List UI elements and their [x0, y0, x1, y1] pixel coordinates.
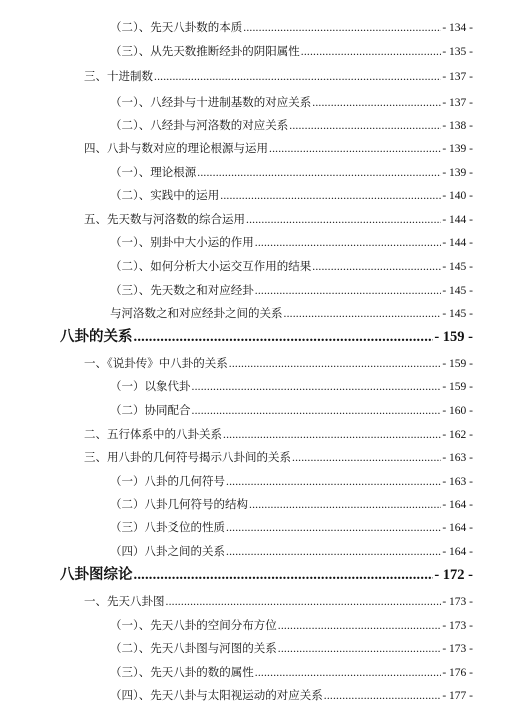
toc-entry-page: - 139 - [442, 143, 473, 155]
toc-entry-label: （二）、八经卦与河洛数的对应关系 [110, 118, 289, 132]
toc-entry[interactable] [110, 378, 473, 394]
dot-leader [226, 544, 441, 560]
dot-leader [246, 212, 441, 228]
toc-entry-page: - 160 - [442, 405, 473, 417]
toc-entry-label: （二）八卦几何符号的结构 [110, 497, 248, 511]
toc-entry-page: - 144 - [442, 237, 473, 249]
toc-entry[interactable] [110, 640, 473, 656]
toc-entry-page: - 162 - [442, 429, 473, 441]
toc-entry-label: 一、《说卦传》中八卦的关系 [84, 356, 228, 370]
toc-chapter-label: 八卦的关系 [60, 328, 133, 345]
toc-entry-label: 三、用八卦的几何符号揭示八卦间的关系 [84, 450, 291, 464]
toc-entry-page: - 140 - [442, 190, 473, 202]
dot-leader [229, 356, 442, 372]
toc-entry-label: （四）、先天八卦与太阳视运动的对应关系 [110, 688, 323, 702]
dot-leader [301, 44, 442, 60]
toc-entry-page: - 163 - [442, 476, 473, 488]
toc-entry[interactable] [84, 140, 473, 156]
toc-entry-label: （四）八卦之间的关系 [110, 544, 225, 558]
dot-leader [243, 20, 441, 36]
dot-leader [192, 379, 442, 395]
toc-entry-page: - 145 - [442, 285, 473, 297]
toc-entry-label: 三、十进制数 [84, 69, 153, 83]
toc-entry-label: 与河洛数之和对应经卦之间的关系 [110, 306, 283, 320]
dot-leader [226, 520, 441, 536]
toc-chapter-entry[interactable] [60, 565, 473, 585]
toc-entry-label: （三）、先天数之和对应经卦 [110, 283, 254, 297]
toc-entry[interactable] [84, 593, 473, 609]
dot-leader [220, 188, 441, 204]
toc-entry-label: （一）、先天八卦的空间分布方位 [110, 618, 277, 632]
dot-leader [255, 665, 442, 681]
toc-entry-page: - 173 - [442, 596, 473, 608]
toc-entry-page: - 145 - [442, 261, 473, 273]
toc-entry[interactable] [84, 355, 473, 371]
toc-entry[interactable] [110, 282, 473, 298]
toc-entry-label: （二）协同配合 [110, 403, 191, 417]
dot-leader [255, 235, 442, 251]
toc-entry[interactable] [110, 94, 473, 110]
toc-chapter-label: 八卦图综论 [60, 566, 133, 583]
dot-leader [312, 259, 441, 275]
dot-leader [166, 594, 442, 610]
toc-entry-page: - 134 - [442, 22, 473, 34]
toc-entry-label: （二）、先天八卦图与河图的关系 [110, 641, 277, 655]
toc-entry-label: （一）、别卦中大小运的作用 [110, 235, 254, 249]
toc-entry-page: - 138 - [442, 120, 473, 132]
dot-leader [154, 69, 441, 85]
toc-entry[interactable] [110, 519, 473, 535]
dot-leader [197, 165, 441, 181]
toc-entry-page: - 144 - [442, 214, 473, 226]
dot-leader [223, 427, 441, 443]
dot-leader [292, 450, 441, 466]
toc-entry[interactable] [110, 687, 473, 703]
toc-entry[interactable] [110, 164, 473, 180]
toc-entry-label: （一）以象代卦 [110, 379, 191, 393]
toc-entry-label: 五、先天数与河洛数的综合运用 [84, 212, 245, 226]
toc-entry[interactable] [110, 473, 473, 489]
toc-entry-label: （一）、八经卦与十进制基数的对应关系 [110, 95, 312, 109]
toc-entry-page: - 137 - [442, 97, 473, 109]
toc-entry-page: - 164 - [442, 546, 473, 558]
toc-entry-page: - 176 - [442, 667, 473, 679]
toc-entry[interactable] [84, 211, 473, 227]
toc-entry[interactable] [110, 617, 473, 633]
toc-entry[interactable] [84, 426, 473, 442]
toc-entry-page: - 163 - [442, 452, 473, 464]
toc-entry[interactable] [110, 496, 473, 512]
dot-leader [278, 641, 442, 657]
toc-entry-label: 一、先天八卦图 [84, 594, 165, 608]
toc-entry-page: - 159 - [442, 381, 473, 393]
dot-leader [278, 618, 442, 634]
toc-entry-label: （三）、从先天数推断经卦的阴阳属性 [110, 44, 300, 58]
toc-entry-page: - 137 - [442, 71, 473, 83]
toc-entry[interactable] [84, 449, 473, 465]
toc-entry[interactable] [110, 258, 473, 274]
toc-entry-label: （一）、理论根源 [110, 165, 197, 179]
toc-entry-page: - 139 - [442, 167, 473, 179]
dot-leader [312, 95, 441, 111]
toc-entry[interactable] [110, 43, 473, 59]
toc-entry-page: - 173 - [442, 643, 473, 655]
toc-entry[interactable] [110, 305, 473, 321]
toc-entry-label: 四、八卦与数对应的理论根源与运用 [84, 141, 268, 155]
toc-entry-label: （二）、先天八卦数的本质 [110, 20, 243, 34]
toc-entry[interactable] [110, 402, 473, 418]
dot-leader [249, 497, 441, 513]
toc-entry-page: - 164 - [442, 522, 473, 534]
toc-entry[interactable] [110, 19, 473, 35]
toc-entry-label: （一）八卦的几何符号 [110, 474, 225, 488]
toc-chapter-page: - 172 - [434, 567, 473, 583]
dot-leader [269, 141, 441, 157]
dot-leader [255, 283, 442, 299]
toc-entry-page: - 135 - [442, 46, 473, 58]
toc-entry[interactable] [110, 187, 473, 203]
toc-entry-label: （二）、如何分析大小运交互作用的结果 [110, 259, 312, 273]
toc-entry-label: （二）、实践中的运用 [110, 188, 220, 202]
dot-leader [226, 474, 441, 490]
toc-entry[interactable] [110, 664, 473, 680]
dot-leader [284, 306, 442, 322]
toc-chapter-page: - 159 - [434, 329, 473, 345]
toc-entry[interactable] [110, 117, 473, 133]
toc-entry-page: - 164 - [442, 499, 473, 511]
toc-entry-page: - 159 - [442, 358, 473, 370]
dot-leader [289, 118, 441, 134]
toc-entry-page: - 177 - [442, 690, 473, 702]
toc-entry[interactable] [110, 543, 473, 559]
toc-entry[interactable] [84, 68, 473, 84]
toc-entry-label: 二、五行体系中的八卦关系 [84, 427, 222, 441]
dot-leader [134, 327, 434, 347]
toc-entry-page: - 145 - [442, 308, 473, 320]
toc-entry-label: （三）、先天八卦的数的属性 [110, 665, 254, 679]
toc-entry-label: （三）八卦爻位的性质 [110, 520, 225, 534]
toc-entry[interactable] [110, 234, 473, 250]
toc-entry-page: - 173 - [442, 620, 473, 632]
dot-leader [134, 565, 434, 585]
dot-leader [192, 403, 442, 419]
toc-chapter-entry[interactable] [60, 327, 473, 347]
dot-leader [324, 688, 442, 704]
